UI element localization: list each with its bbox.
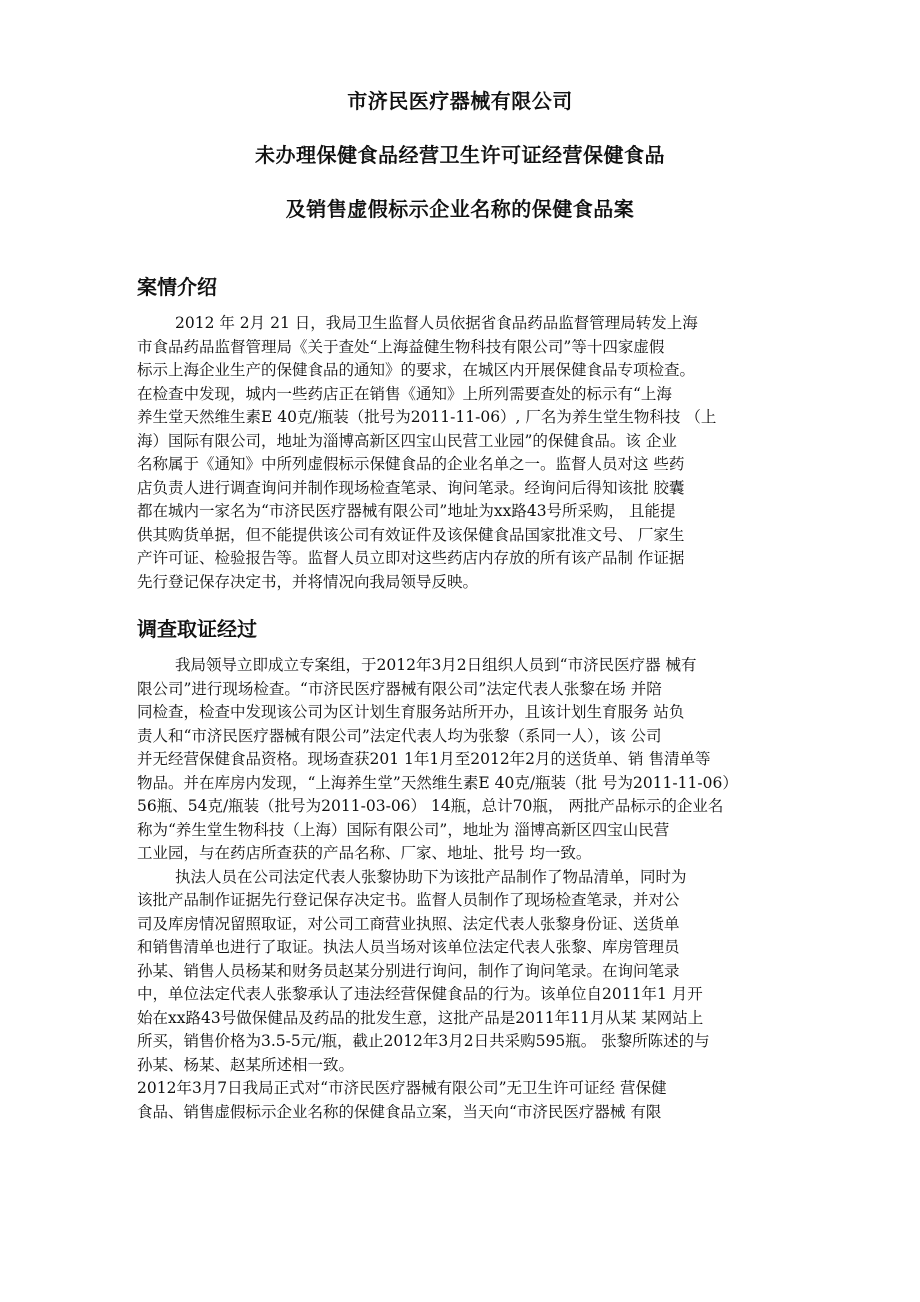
title-line-company: 市济民医疗器械有限公司 — [347, 89, 573, 113]
text-line: 市食品药品监督管理局《关于查处“上海益健生物科技有限公司”等十四家虚假 — [137, 337, 665, 356]
text-line: 2012年3月7日我局正式对“市济民医疗器械有限公司”无卫生许可证经 营保健 — [137, 1079, 667, 1097]
text-line: 始在xx路43号做保健品及药品的批发生意，这批产品是2011年11月从某 某网站上 — [137, 1008, 704, 1027]
text-line: 我局领导立即成立专案组，于2012年3月2日组织人员到“市济民医疗器 械有 — [175, 656, 697, 674]
text-line: 在检查中发现，城内一些药店正在销售《通知》上所列需要查处的标示有“上海 — [137, 384, 672, 403]
paragraph — [137, 1077, 795, 1124]
text-line: 同检查，检查中发现该公司为区计划生育服务站所开办，且该计划生育服务 站负 — [137, 703, 685, 721]
text-line: 工业园，与在药店所查获的产品名称、厂家、地址、批号 均一致。 — [137, 844, 592, 862]
text-line: 供其购货单据，但不能提供该公司有效证件及该保健食品国家批准文号、 厂家生 — [137, 525, 685, 544]
text-line: 标示上海企业生产的保健食品的通知》的要求，在城区内开展保健食品专项检查。 — [137, 361, 696, 379]
paragraph — [137, 654, 795, 866]
text-line: 和销售清单也进行了取证。执法人员当场对该单位法定代表人张黎、库房管理员 — [137, 938, 680, 956]
text-line: 并无经营保健食品资格。现场查获201 1年1月至2012年2月的送货单、销 售清单等 — [137, 750, 711, 768]
text-line: 称为“养生堂生物科技（上海）国际有限公司”，地址为 淄博高新区四宝山民营 — [137, 820, 670, 839]
text-line: 限公司”进行现场检查。“市济民医疗器械有限公司”法定代表人张黎在场 并陪 — [137, 679, 662, 698]
text-line: 执法人员在公司法定代表人张黎协助下为该批产品制作了物品清单，同时为 — [175, 867, 687, 886]
section-heading-case-intro: 案情介绍 — [137, 275, 217, 299]
section-heading-investigation: 调查取证经过 — [137, 617, 257, 641]
section-investigation — [137, 616, 795, 1124]
text-line: 孙某、销售人员杨某和财务员赵某分别进行询问，制作了询问笔录。在询问笔录 — [137, 961, 680, 980]
text-line: 产许可证、检验报告等。监督人员立即对这些药店内存放的所有该产品制 作证据 — [137, 549, 685, 567]
paragraph — [137, 312, 795, 594]
text-line: 中，单位法定代表人张黎承认了违法经营保健食品的行为。该单位自2011年1 月开 — [137, 985, 703, 1003]
text-line: 名称属于《通知》中所列虚假标示保健食品的企业名单之一。监督人员对这 些药 — [137, 455, 685, 473]
text-line: 责人和“市济民医疗器械有限公司”法定代表人均为张黎（系同一人），该 公司 — [137, 726, 662, 745]
section-case-intro — [137, 274, 795, 594]
text-line: 养生堂天然维生素E 40克/瓶装（批号为2011-11-06）, 厂名为养生堂生物科技 （上 — [137, 408, 717, 426]
text-line: 该批产品制作证据先行登记保存决定书。监督人员制作了现场检查笔录，并对公 — [137, 891, 680, 909]
text-line: 56瓶、54克/瓶装（批号为2011-03-06） 14瓶，总计70瓶， 两批产品标示的企业名 — [137, 797, 724, 815]
text-line: 海）国际有限公司，地址为淄博高新区四宝山民营工业园”的保健食品。该 企业 — [137, 431, 677, 450]
text-line: 先行登记保存决定书，并将情况向我局领导反映。 — [137, 572, 479, 591]
title-line-case-1: 未办理保健食品经营卫生许可证经营保健食品 — [255, 143, 665, 167]
text-line: 孙某、杨某、赵某所述相一致。 — [137, 1055, 355, 1074]
text-line: 食品、销售虚假标示企业名称的保健食品立案，当天向“市济民医疗器械 有限 — [137, 1102, 662, 1121]
paragraph — [137, 866, 795, 1078]
title-line-case-2: 及销售虚假标示企业名称的保健食品案 — [285, 197, 635, 221]
text-line: 司及库房情况留照取证，对公司工商营业执照、法定代表人张黎身份证、送货单 — [137, 914, 680, 933]
text-line: 店负责人进行调查询问并制作现场检查笔录、询问笔录。经询问后得知该批 胶囊 — [137, 478, 685, 497]
document-title — [0, 88, 920, 250]
text-line: 都在城内一家名为“市济民医疗器械有限公司”地址为xx路43号所采购， 且能提 — [137, 502, 676, 520]
text-line: 2012 年 2月 21 日，我局卫生监督人员依据省食品药品监督管理局转发上海 — [175, 314, 698, 332]
text-line: 所买，销售价格为3.5-5元/瓶，截止2012年3月2日共采购595瓶。 张黎所陈述的与 — [137, 1032, 710, 1050]
text-line: 物品。并在库房内发现，“上海养生堂”天然维生素E 40克/瓶装（批 号为2011-11-06） — [137, 773, 738, 792]
